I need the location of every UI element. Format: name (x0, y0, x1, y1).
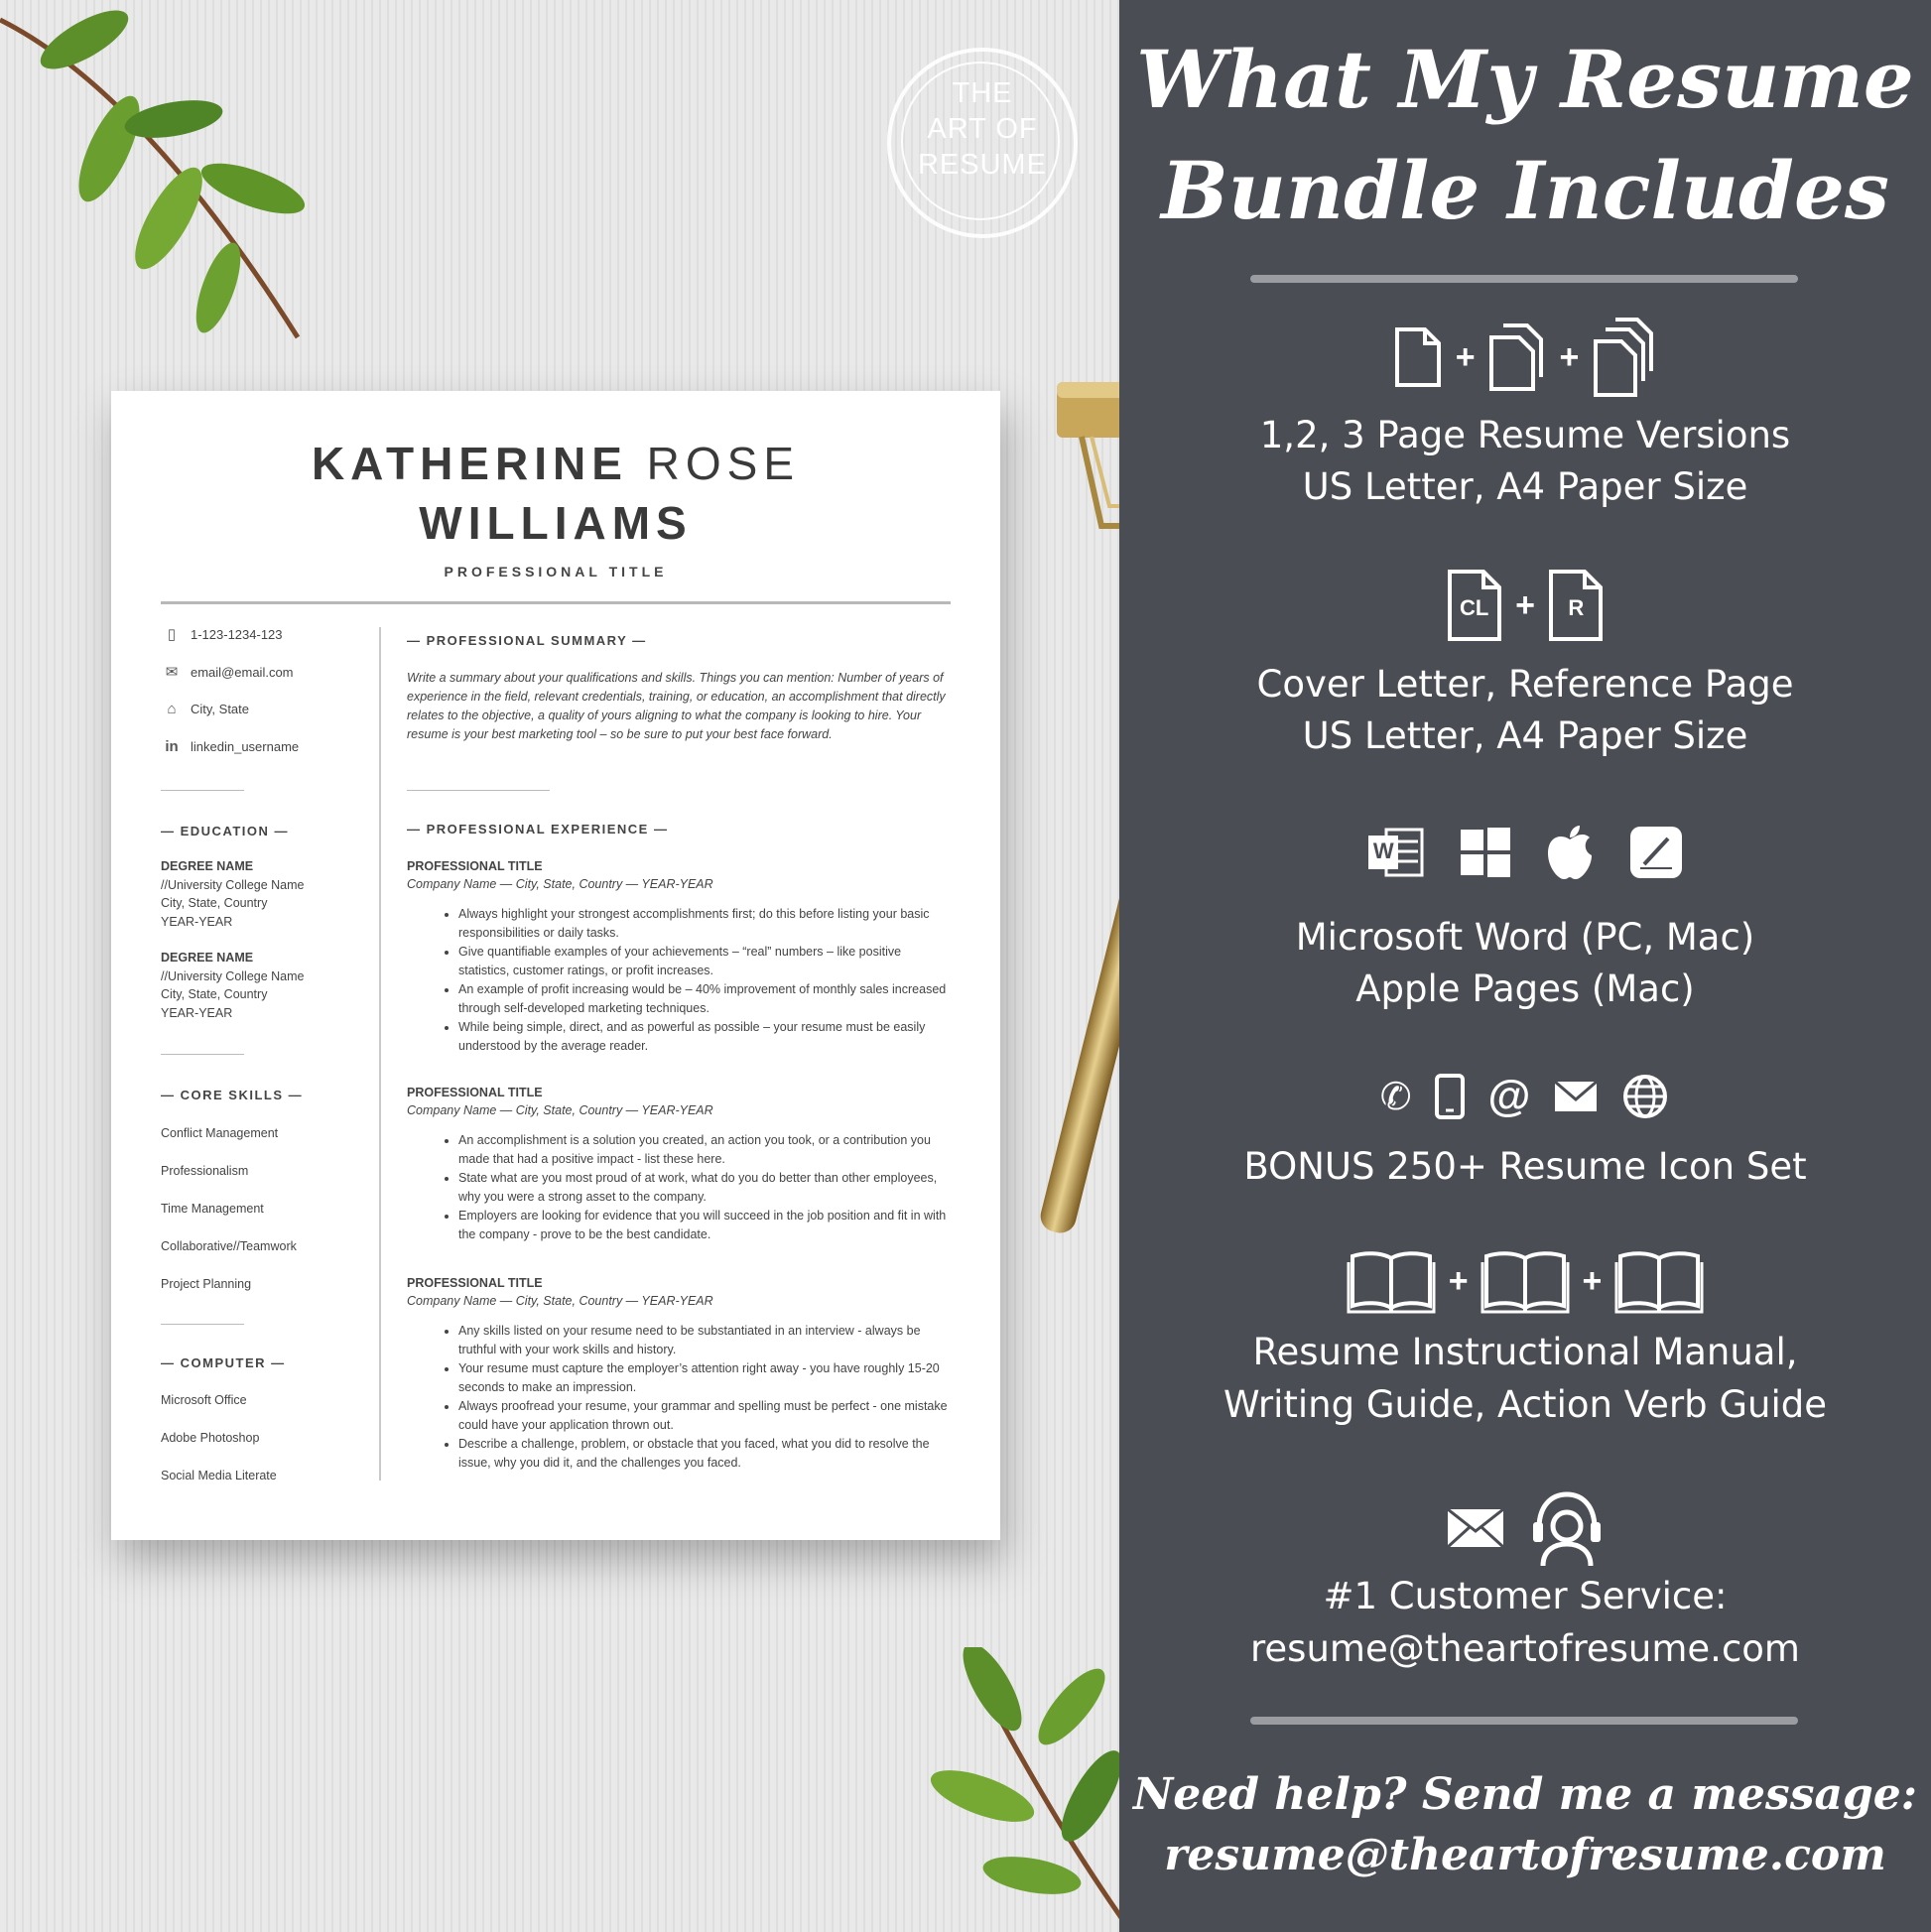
school-place: City, State, Country (161, 987, 268, 1001)
leaf-branch-top-icon (0, 0, 327, 357)
bundle-panel (1119, 0, 1931, 1932)
job-company: Company Name — City, State, Country — YEAR-YEAR (407, 1103, 713, 1117)
job-bullet: • Describe a challenge, problem, or obstacle that you faced, what you did to resolve the issue, why you did it, and the challenges you faced. (458, 1435, 951, 1473)
phone-icon: ✆ (1379, 1076, 1412, 1118)
job-title: PROFESSIONAL TITLE (407, 859, 543, 873)
school-years: YEAR-YEAR (161, 1005, 233, 1020)
art-of-resume-logo (887, 48, 1078, 238)
book-icon (1614, 1248, 1704, 1314)
middle-name: ROSE (646, 438, 801, 489)
panel-heading-line-2: Bundle Includes (1161, 144, 1889, 237)
skill-item: Collaborative//Teamwork (161, 1239, 297, 1253)
footer-help-text: Need help? Send me a message: (1132, 1769, 1917, 1820)
job-bullets (407, 1131, 951, 1244)
city-text: City, State (191, 702, 250, 716)
school-name: //University College Name (161, 968, 305, 983)
reference-document-icon (1547, 568, 1605, 643)
word-letter: W (1372, 838, 1394, 863)
education-entry (161, 949, 305, 1022)
phone-text: 1-123-1234-123 (191, 627, 283, 642)
experience-job (407, 1084, 951, 1244)
experience-heading: — PROFESSIONAL EXPERIENCE — (407, 822, 669, 837)
pages-icon (1628, 825, 1684, 880)
feature-instructional-manual: Resume Instructional Manual, (1252, 1331, 1798, 1373)
job-bullet: • Your resume must capture the employer’s attention right away - you have roughly 15-20 seconds to make an impression. (458, 1359, 951, 1397)
plus-sign: + (1515, 585, 1535, 624)
section-divider (161, 790, 244, 791)
school-place: City, State, Country (161, 896, 268, 910)
plus-sign: + (1448, 1261, 1469, 1300)
apple-icon (1544, 824, 1596, 881)
logo-line-2: ART OF (927, 113, 1038, 145)
two-documents-icon (1487, 322, 1547, 393)
resume-name-line-1 (111, 437, 1000, 490)
cover-letter-icons (1119, 568, 1931, 643)
book-icon (1480, 1248, 1570, 1314)
cover-letter-document-icon (1446, 568, 1503, 643)
reference-label: R (1568, 595, 1585, 620)
section-divider (161, 1324, 244, 1325)
feature-paper-size-2: US Letter, A4 Paper Size (1302, 714, 1748, 757)
job-bullet: • Give quantifiable examples of your achievements – “real” numbers – like positive statistics, customer ratings, or profit increases. (458, 943, 951, 980)
customer-service-email: resume@theartofresume.com (1250, 1627, 1800, 1670)
mobile-icon (1434, 1073, 1466, 1120)
panel-heading-line-1: What My Resume (1136, 33, 1914, 126)
document-icon (1393, 325, 1443, 389)
job-bullet: • An example of profit increasing would be – 40% improvement of monthly sales increased through self-developed marketing techniques. (458, 980, 951, 1018)
experience-job (407, 1274, 951, 1473)
software-icons (1119, 824, 1931, 881)
linkedin-icon: in (165, 738, 179, 755)
job-title: PROFESSIONAL TITLE (407, 1276, 543, 1290)
skill-item: Professionalism (161, 1164, 249, 1178)
globe-icon (1622, 1074, 1668, 1119)
panel-divider-top (1250, 275, 1798, 283)
contact-city (161, 699, 249, 720)
book-icon (1347, 1248, 1436, 1314)
logo-line-1: THE (952, 77, 1013, 109)
mail-icon: ✉ (165, 664, 179, 681)
three-documents-icon (1592, 316, 1657, 399)
education-entry (161, 857, 305, 931)
feature-microsoft-word: Microsoft Word (PC, Mac) (1295, 916, 1755, 959)
professional-title: PROFESSIONAL TITLE (444, 564, 668, 580)
customer-service-icons (1119, 1488, 1931, 1568)
skill-item: Conflict Management (161, 1126, 279, 1140)
word-icon (1366, 826, 1426, 879)
skill-item: Time Management (161, 1202, 264, 1216)
job-bullet: • Employers are looking for evidence that you will succeed in the job position and fit in with the company - prove to be the best candidate. (458, 1207, 951, 1244)
job-bullets (407, 1322, 951, 1473)
at-icon: @ (1487, 1072, 1531, 1120)
core-skills-heading: — CORE SKILLS — (161, 1088, 304, 1102)
headset-icon (1529, 1488, 1605, 1568)
contact-linkedin (161, 736, 299, 758)
job-company: Company Name — City, State, Country — YEAR-YEAR (407, 877, 713, 891)
email-text: email@email.com (191, 665, 294, 680)
resume-paper (111, 391, 1000, 1540)
computer-heading: — COMPUTER — (161, 1355, 286, 1370)
job-bullet: • While being simple, direct, and as powerful as possible – your resume must be easily understood by the average reader. (458, 1018, 951, 1056)
feature-customer-service: #1 Customer Service: (1323, 1575, 1728, 1617)
phone-icon: ▯ (167, 626, 177, 643)
last-name: WILLIAMS (419, 497, 693, 549)
plus-sign: + (1455, 337, 1476, 376)
experience-job (407, 857, 951, 1056)
job-bullet: • Any skills listed on your resume need to be substantiated in an interview - always be truthful with your work skills and history. (458, 1322, 951, 1359)
job-bullets (407, 905, 951, 1056)
job-company: Company Name — City, State, Country — YEAR-YEAR (407, 1294, 713, 1308)
footer-email-link[interactable]: resume@theartofresume.com (1164, 1830, 1886, 1880)
section-divider (407, 790, 550, 791)
feature-paper-size: US Letter, A4 Paper Size (1302, 465, 1748, 508)
panel-divider-bottom (1250, 1717, 1798, 1725)
feature-apple-pages: Apple Pages (Mac) (1355, 967, 1695, 1010)
school-name: //University College Name (161, 877, 305, 892)
job-bullet: • Always highlight your strongest accomplishments first; do this before listing your basic responsibilities or daily tasks. (458, 905, 951, 943)
column-divider (379, 627, 381, 1481)
windows-icon (1459, 826, 1512, 879)
feature-page-versions: 1,2, 3 Page Resume Versions (1259, 414, 1791, 456)
school-years: YEAR-YEAR (161, 914, 233, 929)
logo-line-3: RESUME (917, 149, 1048, 181)
feature-writing-guide: Writing Guide, Action Verb Guide (1223, 1383, 1828, 1426)
mail-icon (1446, 1507, 1505, 1549)
bonus-icon-set-icons (1119, 1072, 1931, 1121)
first-name: KATHERINE (311, 438, 628, 489)
degree-name: DEGREE NAME (161, 951, 254, 965)
logo-text (891, 75, 1074, 183)
summary-heading: — PROFESSIONAL SUMMARY — (407, 633, 647, 648)
linkedin-text: linkedin_username (191, 739, 300, 754)
home-icon: ⌂ (167, 701, 177, 717)
education-heading: — EDUCATION — (161, 824, 290, 838)
page-versions-icons (1119, 316, 1931, 399)
job-bullet: • An accomplishment is a solution you created, an action you took, or a contribution you made that had a positive impact - list these here. (458, 1131, 951, 1169)
feature-cover-letter: Cover Letter, Reference Page (1256, 663, 1794, 706)
computer-item: Adobe Photoshop (161, 1431, 260, 1445)
plus-sign: + (1582, 1261, 1603, 1300)
header-divider (161, 601, 951, 604)
job-bullet: • Always proofread your resume, your grammar and spelling must be perfect - one mistake could have your application thrown out. (458, 1397, 951, 1435)
mail-icon (1553, 1080, 1599, 1113)
job-bullet: • State what are you most proud of at work, what do you do better than other employees, why you were a strong asset to the company. (458, 1169, 951, 1207)
computer-item: Social Media Literate (161, 1469, 277, 1482)
job-title: PROFESSIONAL TITLE (407, 1086, 543, 1099)
feature-bonus-icons: BONUS 250+ Resume Icon Set (1243, 1145, 1807, 1188)
degree-name: DEGREE NAME (161, 859, 254, 873)
cover-letter-label: CL (1459, 595, 1489, 620)
summary-text: Write a summary about your qualifications and skills. Things you can mention: Number of years of experience in the field, relevant credentials, training, or education, an accomplishment that directly relates to the objective, a quality of yours aligning to what the company is looking to hire. Your resume is your best marketing tool – so be sure to put your best face forward. (407, 671, 946, 741)
guide-icons (1119, 1248, 1931, 1314)
skill-item: Project Planning (161, 1277, 252, 1291)
plus-sign: + (1559, 337, 1580, 376)
computer-item: Microsoft Office (161, 1393, 247, 1407)
contact-email (161, 662, 294, 684)
contact-phone (161, 624, 283, 646)
section-divider (161, 1054, 244, 1055)
